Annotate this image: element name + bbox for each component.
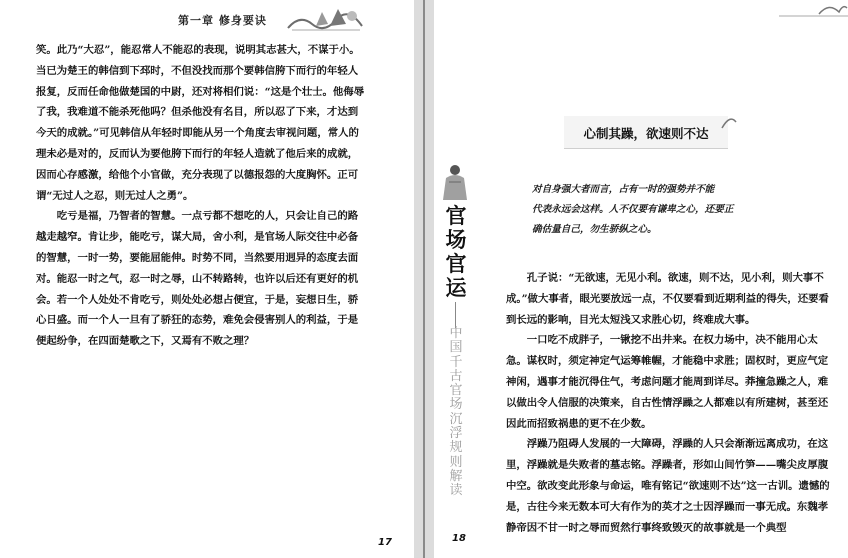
- banner-divider: [455, 302, 456, 328]
- spine-divider: [423, 0, 425, 558]
- section-title-box: [564, 116, 728, 149]
- scholar-figure-icon: [440, 162, 470, 202]
- quote-line: 确估量自己，勿生骄纵之心。: [532, 224, 657, 235]
- section-quote: [532, 180, 742, 240]
- page-number: 17: [378, 537, 392, 548]
- paragraph: 浮躁乃阻碍人发展的一大障碍，浮躁的人只会渐渐远离成功，在这里，浮躁就是失败者的墓志铭。浮躁者，形如山间竹笋——嘴尖皮厚腹中空。欲改变此形象与命运，唯有铭记“欲速则不达”这一古训。遗憾的是，古往今来无数本可大有作为的英才之士因浮躁而一事无成。东魏孝静帝因不甘一时之辱而贸然行事终致毁灭的故事就是一个典型: [506, 438, 830, 534]
- quote-line: 对自身强大者而言，占有一时的强势并不能: [532, 184, 715, 195]
- left-page: [0, 0, 414, 558]
- page-number: 18: [452, 533, 466, 544]
- book-subtitle-vertical: 中国千古官场沉浮规则解读: [449, 326, 463, 499]
- section-corner-decoration: [720, 112, 738, 130]
- section-title: 心制其躁，欲速则不达: [583, 126, 709, 141]
- paragraph: 吃亏是福，乃智者的智慧。一点亏都不想吃的人，只会让自己的路越走越窄。肯让步，能吃亏，谋大局，舍小利，是官场人际交往中必备的智慧，一时一势，要能屈能伸。时势不同，当然要用迥异的态度去面对。能忍一时之气，忍一时之辱，山不转路转，也许以后还有更好的机会。若一个人处处不肯吃亏，则处处必想占便宜，于是，妄想日生，骄心日盛。而一个人一旦有了骄狂的态势，难免会侵害别人的利益，于是便起纷争，在四面楚歌之下，又焉有不败之理？: [36, 210, 359, 348]
- paragraph: 一口吃不成胖子，一锹挖不出井来。在权力场中，决不能用心太急。谋权时，须定神定气运筹帷幄，才能稳中求胜；固权时，更应气定神闲，遇事才能沉得住气，考虑问题才能周到详尽。莽撞急躁之人，难以做出令人信服的决策来，自古性情浮躁之人都难以有所建树，甚至还因此而招致祸患的更不在少数。: [506, 334, 829, 430]
- right-body-text: [506, 268, 832, 538]
- left-body-text: [36, 40, 366, 352]
- right-page: [434, 0, 848, 558]
- paragraph: 笑。此乃“大忍”，能忍常人不能忍的表现，说明其志甚大，不谋于小。当已为楚王的韩信到下邳时，不但没找而那个要韩信胯下而行的年轻人报复，反而任命他做楚国的中尉，还对将相们说：“这是个壮士。他侮辱了我，我难道不能杀死他吗？但杀他没有名目，所以忍了下来，才达到今天的成就。”可见韩信从年轻时即能从另一个角度去审视问题，常人的理未必是对的，反而认为要他胯下而行的年轻人造就了他后来的成就，因而心存感激，给他个小官做，充分表现了以德报怨的大度胸怀。正可谓“无过人之忍，则无过人之勇”。: [36, 44, 365, 202]
- ink-landscape-decoration: [286, 6, 364, 32]
- paragraph: 孔子说：“无欲速，无见小利。欲速，则不达，见小利，则大事不成。”做大事者，眼光要放远一点，不仅要看到近期利益的得失，还要看到长远的影响，目光太短浅又求胜心切，终难成大事。: [506, 272, 829, 326]
- corner-decoration: [779, 0, 848, 18]
- side-banner: [434, 155, 478, 499]
- quote-line: 代表永远会这样。人不仅要有谦卑之心，还要正: [532, 204, 734, 215]
- book-title-vertical: 官场官运: [445, 204, 467, 300]
- chapter-title: 第一章 修身要诀: [178, 14, 267, 27]
- chapter-header: [168, 6, 368, 32]
